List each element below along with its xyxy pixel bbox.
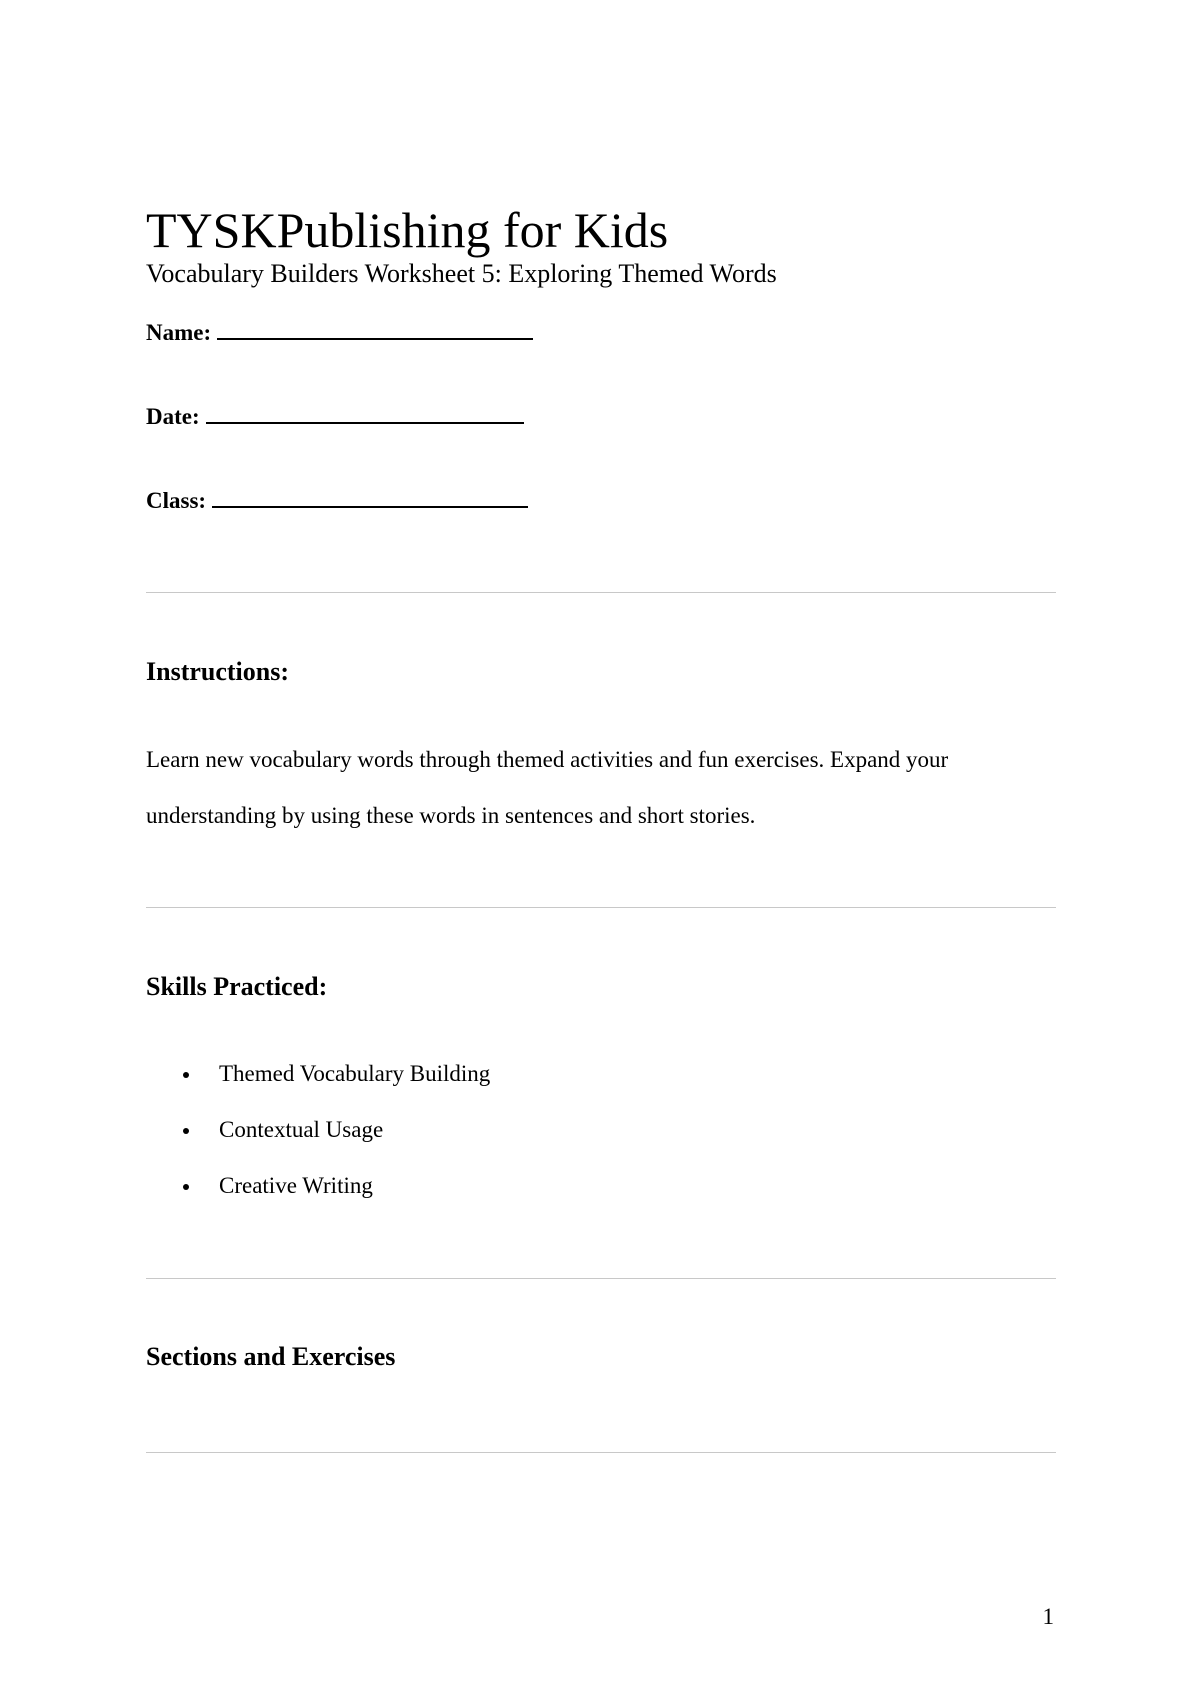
divider [146, 1278, 1056, 1279]
list-item [146, 1060, 490, 1088]
skill-label: Contextual Usage [219, 1117, 384, 1142]
name-label: Name: [146, 320, 212, 345]
bullet-icon [183, 1128, 189, 1134]
date-blank-line[interactable] [206, 402, 524, 424]
divider [146, 1452, 1056, 1453]
document-title: TYSKPublishing for Kids [146, 202, 669, 258]
date-label: Date: [146, 404, 200, 429]
skill-label: Themed Vocabulary Building [219, 1061, 491, 1086]
list-item [146, 1172, 490, 1200]
divider [146, 907, 1056, 908]
instructions-text-line: Learn new vocabulary words through themed activities and fun exercises. Expand your [146, 747, 949, 772]
list-item [146, 1116, 490, 1144]
sections-heading: Sections and Exercises [146, 1342, 396, 1371]
instructions-text-line: understanding by using these words in sentences and short stories. [146, 803, 756, 828]
class-label: Class: [146, 488, 207, 513]
bullet-icon [183, 1072, 189, 1078]
instructions-heading: Instructions: [146, 657, 290, 686]
class-blank-line[interactable] [212, 486, 528, 508]
skills-list [146, 1060, 490, 1228]
bullet-icon [183, 1184, 189, 1190]
divider [146, 592, 1056, 593]
document-subtitle: Vocabulary Builders Worksheet 5: Exploring Themed Words [146, 259, 777, 288]
page-number: 1 [1042, 1604, 1054, 1629]
skills-heading: Skills Practiced: [146, 972, 328, 1001]
name-field [146, 318, 533, 347]
class-field [146, 486, 528, 515]
date-field [146, 402, 524, 431]
name-blank-line[interactable] [217, 318, 533, 340]
skill-label: Creative Writing [219, 1173, 373, 1198]
